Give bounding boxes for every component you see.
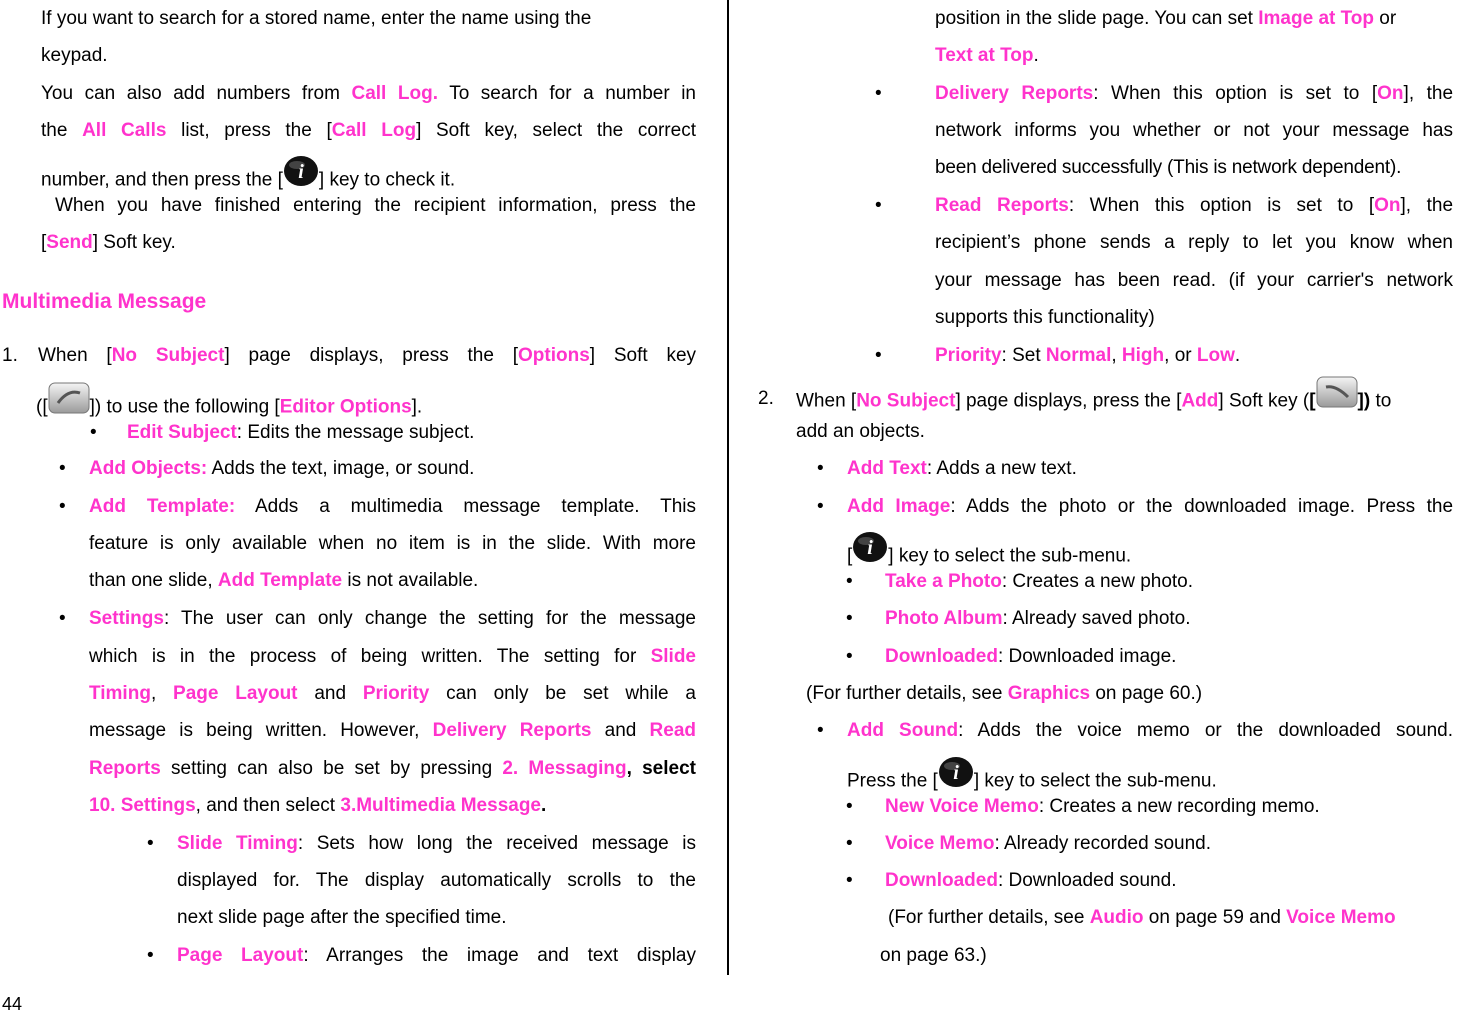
list-item: Add Image: Adds the photo or the downloaded image. Press the <box>847 496 1454 517</box>
bullet: • <box>817 496 824 517</box>
soft-key-icon <box>48 381 90 422</box>
section-heading: Multimedia Message <box>2 290 207 313</box>
list-item-line: which is in the process of being written. The setting for Slide <box>89 646 696 667</box>
list-item: Add Text: Adds a new text. <box>847 458 1077 479</box>
list-item-line: supports this functionality) <box>935 307 1155 328</box>
paragraph-line: If you want to search for a stored name, enter the name using the <box>41 8 592 29</box>
list-item: Add Sound: Adds the voice memo or the downloaded sound. <box>847 720 1454 741</box>
bullet: • <box>846 571 853 592</box>
bullet: • <box>59 496 66 517</box>
bullet: • <box>846 796 853 817</box>
list-item-line: message is being written. However, Delivery Reports and Read <box>89 720 697 741</box>
list-item-line: feature is only available when no item is in the slide. With more <box>89 533 696 554</box>
list-item: Edit Subject: Edits the message subject. <box>127 422 475 443</box>
list-item: Downloaded: Downloaded sound. <box>885 870 1177 891</box>
list-item-line: Reports setting can also be set by pressing 2. Messaging, select <box>89 758 696 779</box>
info-key-icon <box>283 155 319 194</box>
bullet: • <box>90 422 97 443</box>
bullet: • <box>846 608 853 629</box>
list-item: Photo Album: Already saved photo. <box>885 608 1191 629</box>
list-item-line: recipient’s phone sends a reply to let you know when <box>935 232 1453 253</box>
list-item: Settings: The user can only change the setting for the message <box>89 608 696 629</box>
list-item: Take a Photo: Creates a new photo. <box>885 571 1194 592</box>
list-item: Priority: Set Normal, High, or Low. <box>935 345 1241 366</box>
list-item-line: 10. Settings, and then select 3.Multimedia Message. <box>89 795 547 816</box>
bullet: • <box>147 833 154 854</box>
svg-text:i: i <box>298 161 304 183</box>
page-number: 44 <box>2 994 23 1014</box>
note-line: on page 63.) <box>880 945 987 966</box>
paragraph-line: keypad. <box>41 45 108 66</box>
list-item-line: [ i ] key to select the sub-menu. <box>847 537 1131 576</box>
note-line: (For further details, see Graphics on page 60.) <box>806 683 1203 704</box>
list-item: Delivery Reports: When this option is set to [On], the <box>935 83 1454 104</box>
paragraph-line: When [No Subject] page displays, press the [Add] Soft key ([ ]) to <box>796 381 1391 422</box>
bullet: • <box>59 608 66 629</box>
bullet: • <box>846 833 853 854</box>
list-item: Add Template: Adds a multimedia message template. This <box>89 496 696 517</box>
info-key-icon <box>852 531 888 570</box>
list-item-line: Text at Top. <box>935 45 1039 66</box>
list-item: Downloaded: Downloaded image. <box>885 646 1177 667</box>
note-line: (For further details, see Audio on page 59 and Voice Memo <box>888 907 1396 928</box>
bullet: • <box>147 945 154 966</box>
list-item: Add Objects: Adds the text, image, or sound. <box>89 458 475 479</box>
paragraph-line: ([ ]) to use the following [Editor Options]. <box>36 387 422 428</box>
list-item-line: than one slide, Add Template is not available. <box>89 570 479 591</box>
bullet: • <box>875 195 882 216</box>
paragraph-line: When you have finished entering the recipient information, press the <box>55 195 696 216</box>
list-item-line: next slide page after the specified time. <box>177 907 507 928</box>
list-item: New Voice Memo: Creates a new recording memo. <box>885 796 1320 817</box>
list-item-line: displayed for. The display automatically scrolls to the <box>177 870 696 891</box>
list-item: Slide Timing: Sets how long the received message is <box>177 833 696 854</box>
paragraph-line: When [No Subject] page displays, press the [Options] Soft key <box>38 345 697 366</box>
list-item-line: network informs you whether or not your message has <box>935 120 1453 141</box>
bullet: • <box>846 870 853 891</box>
list-item: Read Reports: When this option is set to [On], the <box>935 195 1454 216</box>
list-item-line: your message has been read. (if your carrier's network <box>935 270 1453 291</box>
bullet: • <box>817 458 824 479</box>
paragraph-line: add an objects. <box>796 421 925 442</box>
svg-text:i: i <box>953 762 959 784</box>
paragraph-line: You can also add numbers from Call Log. To search for a number in <box>41 83 696 104</box>
bullet: • <box>875 345 882 366</box>
bullet: • <box>817 720 824 741</box>
paragraph-line: number, and then press the [ i ] key to check it. <box>41 161 455 200</box>
bullet: • <box>875 83 882 104</box>
list-item-line: Timing, Page Layout and Priority can only be set while a <box>89 683 696 704</box>
list-number: 2. <box>758 388 774 409</box>
list-item: Page Layout: Arranges the image and text display <box>177 945 696 966</box>
bullet: • <box>846 646 853 667</box>
info-key-icon <box>938 756 974 795</box>
list-number: 1. <box>2 345 18 366</box>
column-divider <box>727 0 729 975</box>
paragraph-line: [Send] Soft key. <box>41 232 176 253</box>
bullet: • <box>59 458 66 479</box>
svg-text:i: i <box>867 537 874 559</box>
list-item-line: position in the slide page. You can set Image at Top or <box>935 8 1397 29</box>
paragraph-line: the All Calls list, press the [Call Log] Soft key, select the correct <box>41 120 696 141</box>
soft-key-icon <box>1316 375 1358 416</box>
list-item: Voice Memo: Already recorded sound. <box>885 833 1211 854</box>
list-item-line: Press the [ i ] key to select the sub-menu. <box>847 762 1217 801</box>
list-item-line: been delivered successfully (This is network dependent). <box>935 157 1402 178</box>
